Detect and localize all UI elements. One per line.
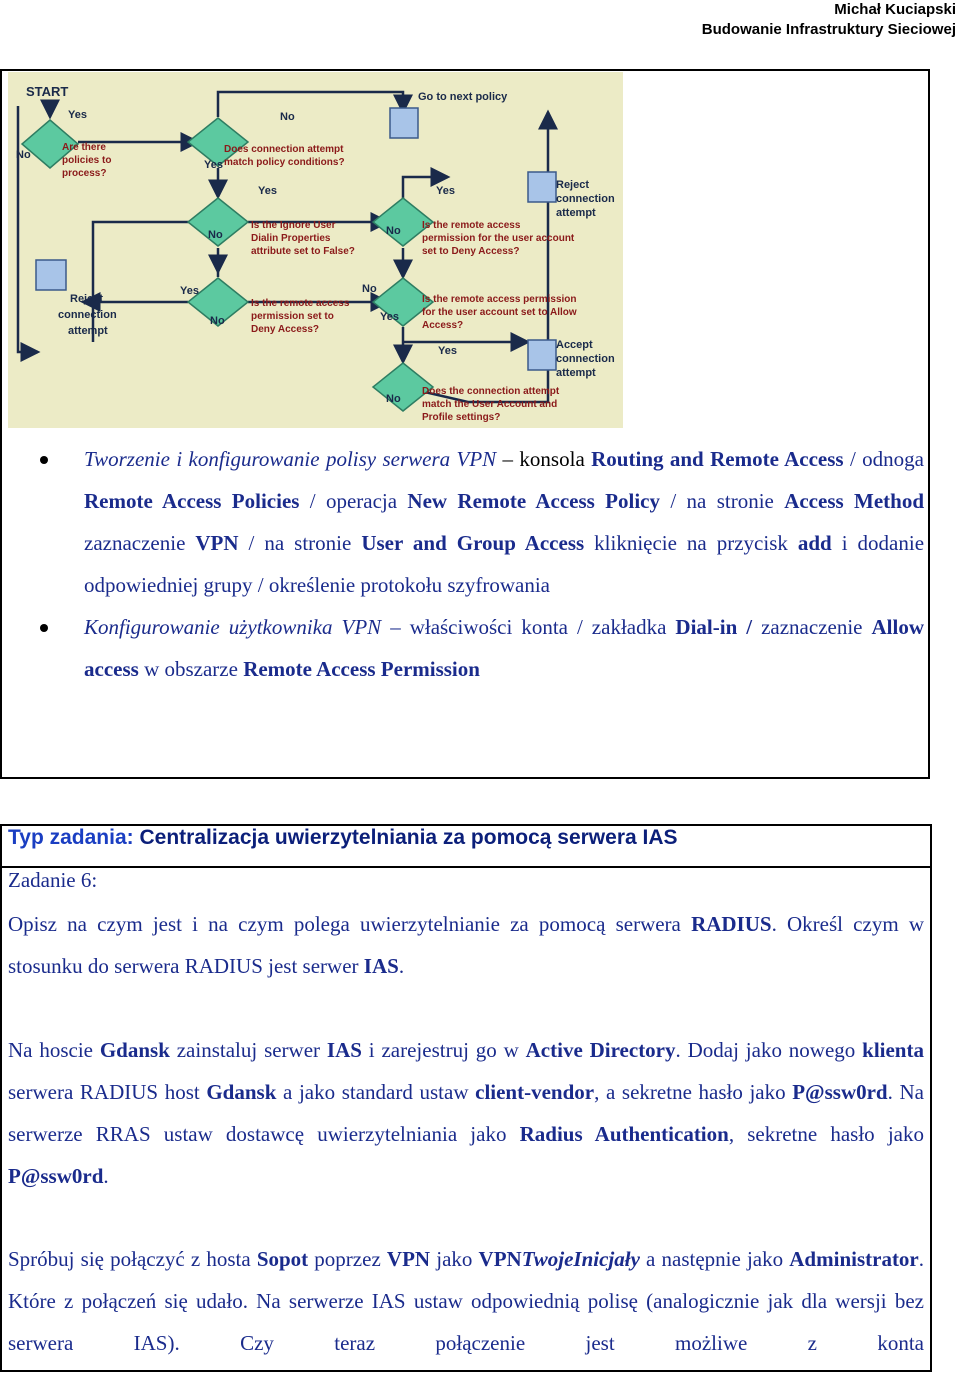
q4-line: Is the remote access <box>251 298 350 309</box>
task-heading <box>8 826 678 850</box>
svg-text:Yes: Yes <box>258 185 277 197</box>
q4-line: permission set to <box>251 311 334 322</box>
author-name: Michał Kuciapski <box>834 1 956 18</box>
reject2-line: connection <box>556 193 615 205</box>
instruction-bullets <box>40 438 924 690</box>
bullet-dot <box>40 624 48 632</box>
q6-line: for the user account set to Allow <box>422 307 577 318</box>
svg-text:No: No <box>386 393 401 405</box>
q3-line: attribute set to False? <box>251 246 355 257</box>
svg-text:Yes: Yes <box>436 185 455 197</box>
reject-line: connection <box>58 309 117 321</box>
svg-text:Yes: Yes <box>380 311 399 323</box>
process-box <box>390 108 418 138</box>
reject-line: Reject <box>70 293 104 305</box>
q7-line: Profile settings? <box>422 412 501 423</box>
list-item: Tworzenie i konfigurowanie polisy serwera VPN – konsola Routing and Remote Access / odnoga Remote Access Policies / operacja New Remote Access Policy / na stronie Access Method zaznaczenie VPN / na stronie User and Group Access kliknięcie na przycisk add i dodanie odpowiedniej grupy / określenie protokołu szyfrowania <box>40 438 924 606</box>
svg-text:No: No <box>210 315 225 327</box>
q1-line: policies to <box>62 155 112 166</box>
task-number: Zadanie 6: <box>8 868 98 892</box>
svg-text:Yes: Yes <box>180 285 199 297</box>
svg-text:Yes: Yes <box>438 345 457 357</box>
svg-text:No: No <box>208 229 223 241</box>
go-next-label: Go to next policy <box>418 91 508 103</box>
q7-line: match the User Account and <box>422 399 558 410</box>
process-box <box>36 260 66 290</box>
accept-line: attempt <box>556 367 596 379</box>
reject2-line: attempt <box>556 207 596 219</box>
q5-line: permission for the user account <box>422 233 575 244</box>
svg-text:Yes: Yes <box>68 109 87 121</box>
page-header <box>702 0 956 40</box>
process-box <box>528 172 556 202</box>
task-type-label: Typ zadania: <box>8 826 134 849</box>
q7-line: Does the connection attempt <box>422 386 560 397</box>
q6-line: Is the remote access permission <box>422 294 577 305</box>
q3-line: Dialin Properties <box>251 233 331 244</box>
q3-line: Is the Ignore User <box>251 220 336 231</box>
q2-line: match policy conditions? <box>224 157 345 168</box>
q1-line: Are there <box>62 142 106 153</box>
paragraph-1: Opisz na czym jest i na czym polega uwierzytelnianie za pomocą serwera RADIUS. Określ czym w stosunku do serwera RADIUS jest serwer IAS. <box>8 912 924 978</box>
task-title: Centralizacja uwierzytelniania za pomocą serwera IAS <box>133 826 678 849</box>
q5-line: set to Deny Access? <box>422 246 520 257</box>
list-item: Konfigurowanie użytkownika VPN – właściwości konta / zakładka Dial-in / zaznaczenie Allow access w obszarze Remote Access Permission <box>40 606 924 690</box>
accept-line: Accept <box>556 339 593 351</box>
svg-text:No: No <box>386 225 401 237</box>
q6-line: Access? <box>422 320 464 331</box>
q5-line: Is the remote access <box>422 220 521 231</box>
reject2-line: Reject <box>556 179 590 191</box>
divider <box>2 866 930 868</box>
paragraph-3: Spróbuj się połączyć z hosta Sopot poprzez VPN jako VPNTwojeInicjały a następnie jako Administrator. Które z połączeń się udało. Na serwerze IAS ustaw odpowiednią polisę (analogicznie jak dla wersji bez serwera IAS). Czy teraz połączenie jest możliwe z konta <box>8 1247 925 1355</box>
policy-flowchart <box>8 72 623 428</box>
reject-line: attempt <box>68 325 108 337</box>
svg-text:Yes: Yes <box>204 159 223 171</box>
q2-line: Does connection attempt <box>224 144 344 155</box>
svg-text:No: No <box>362 283 377 295</box>
start-label: START <box>26 84 69 99</box>
svg-text:No: No <box>280 111 295 123</box>
document-title: Budowanie Infrastruktury Sieciowej <box>701 21 956 38</box>
process-box <box>528 340 556 370</box>
q1-line: process? <box>62 168 107 179</box>
svg-text:No: No <box>16 149 31 161</box>
paragraph-2: Na hoscie Gdansk zainstaluj serwer IAS i zarejestruj go w Active Directory. Dodaj jako nowego klienta serwera RADIUS host Gdansk a jako standard ustaw client-vendor, a sekretne hasło jako P@ssw0rd. Na serwerze RRAS ustaw dostawcę uwierzytelniania jako Radius Authentication, sekretne hasło jako P@ssw0rd. <box>8 1038 924 1188</box>
bullet-dot <box>40 456 48 464</box>
q4-line: Deny Access? <box>251 324 319 335</box>
accept-line: connection <box>556 353 615 365</box>
